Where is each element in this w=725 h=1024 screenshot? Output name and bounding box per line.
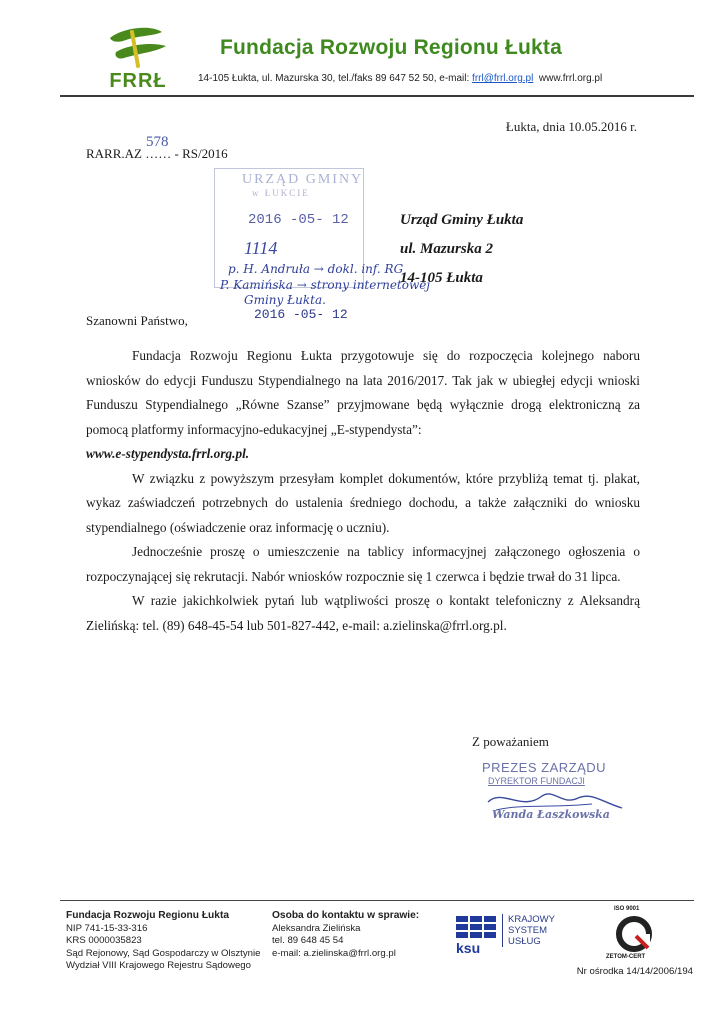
footer-divider: [60, 900, 694, 901]
footer-nip: NIP 741-15-33-316: [66, 922, 148, 934]
stamp-date-2: 2016 -05- 12: [254, 307, 348, 322]
logo-text: FRRŁ: [109, 70, 167, 92]
signature-role-director: DYREKTOR FUNDACJI: [488, 776, 585, 786]
ref-prefix: RARR.AZ: [86, 146, 142, 161]
paragraph: W związku z powyższym przesyłam komplet dokumentów, które przybliżą temat tj. plakat, wykaz zaświadczeń potrzebnych do ustalenia średniego dochodu, a także załączniki do wniosku stypendialnego (oświadczenie oraz informację o uczniu).: [86, 470, 640, 535]
ref-handwritten-number: 578: [146, 134, 169, 150]
iso-certificate-logo: [606, 906, 660, 964]
contact-website[interactable]: www.frrl.org.pl: [538, 73, 603, 84]
certificate-number: Nr ośrodka 14/14/2006/194: [576, 966, 693, 977]
handwritten-note-3: Gminy Łukta.: [244, 293, 326, 307]
recipient-address: [400, 206, 523, 293]
ksu-mark: ksu: [456, 940, 481, 956]
ref-suffix: - RS/2016: [174, 146, 228, 161]
footer-contact-phone: tel. 89 648 45 54: [272, 935, 344, 946]
ksu-line: KRAJOWY: [508, 914, 555, 925]
ref-dots: ……: [145, 146, 172, 161]
paragraph: Jednocześnie proszę o umieszczenie na tablicy informacyjnej załączonego ogłoszenia o rozpoczynającej się rekrutacji. Nabór wniosków rozpocznie się 1 czerwca i będzie trwał do 31 lipca.: [86, 544, 640, 584]
paragraph: [86, 344, 640, 467]
closing: Z poważaniem: [472, 734, 549, 749]
recipient-street: ul. Mazurska 2: [400, 241, 493, 257]
paragraph-text: Fundacja Rozwoju Regionu Łukta przygotowuje się do rozpoczęcia kolejnego naboru wniosków do edycji Funduszu Stypendialnego na lata 2016/2017. Tak jak w ubiegłej edycji wnioski Funduszu Stypendialnego „Równe Szanse” przyjmowane będą wyłącznie drogą elektroniczną za pomocą platformy informacyjno-edukacyjnej „E-stypendysta”:: [86, 348, 640, 437]
handwritten-note-2: P. Kamińska → strony internetowej: [220, 278, 431, 292]
footer-contact-title: Osoba do kontaktu w sprawie:: [272, 910, 420, 921]
zetom-cert-icon: [614, 915, 654, 953]
paragraph: W razie jakichkolwiek pytań lub wątpliwości proszę o kontakt telefoniczny z Aleksandrą Zielińską: tel. (89) 648-45-54 lub 501-827-442, e-mail: a.zielinska@frrl.org.pl.: [86, 593, 640, 633]
ksu-line: SYSTEM: [508, 925, 548, 936]
footer-contact-email[interactable]: e-mail: a.zielinska@frrl.org.pl: [272, 947, 396, 959]
stamp-line2: w ŁUKCIE: [252, 188, 310, 198]
ksu-line: USŁUG: [508, 936, 541, 947]
signature-stamp: [482, 760, 628, 834]
letter-body: [86, 344, 640, 638]
footer-contact-name: Aleksandra Zielińska: [272, 922, 361, 934]
iso-label: ISO 9001: [614, 906, 640, 912]
stamp-received-date: 2016 -05- 12: [248, 212, 349, 228]
foundation-logo: [96, 26, 180, 92]
contact-email-link[interactable]: frrl@frrl.org.pl: [472, 73, 534, 84]
footer-register: Wydział VIII Krajowego Rejestru Sądowego: [66, 960, 251, 971]
signature-name: Wanda Łaszkowska: [492, 808, 610, 821]
footer-court: Sąd Rejonowy, Sąd Gospodarczy w Olsztynie: [66, 947, 261, 959]
footer-company-name: Fundacja Rozwoju Regionu Łukta: [66, 910, 229, 921]
place-date: Łukta, dnia 10.05.2016 r.: [505, 119, 637, 134]
zetom-cert-label: ZETOM-CERT: [606, 954, 646, 960]
contact-address: 14-105 Łukta, ul. Mazurska 30, tel./faks 89 647 52 50, e-mail:: [198, 73, 470, 84]
stamp-line1: URZĄD GMINY: [242, 172, 364, 187]
organization-contact: [198, 73, 602, 84]
ksu-squares-icon: [456, 914, 500, 940]
header-divider: [60, 95, 694, 97]
organization-name: Fundacja Rozwoju Regionu Łukta: [220, 36, 562, 59]
salutation: Szanowni Państwo,: [86, 313, 188, 328]
recipient-name: Urząd Gminy Łukta: [400, 212, 524, 228]
recipient-city: 14-105 Łukta: [400, 270, 483, 286]
platform-url-link[interactable]: www.e-stypendysta.frrl.org.pl.: [86, 446, 250, 461]
handwritten-note-1: p. H. Andruła → dokl. inf. RG: [228, 262, 404, 276]
footer-company-info: [66, 910, 260, 973]
reference-number: [86, 134, 228, 162]
footer-krs: KRS 0000035823: [66, 935, 142, 946]
signature-role-president: PREZES ZARZĄDU: [482, 760, 607, 775]
footer-contact-person: [272, 910, 419, 960]
ksu-name: [502, 914, 555, 947]
leaf-logo-icon: [96, 26, 180, 72]
ksu-logo: [456, 914, 556, 954]
stamp-number: 1114: [244, 238, 278, 258]
